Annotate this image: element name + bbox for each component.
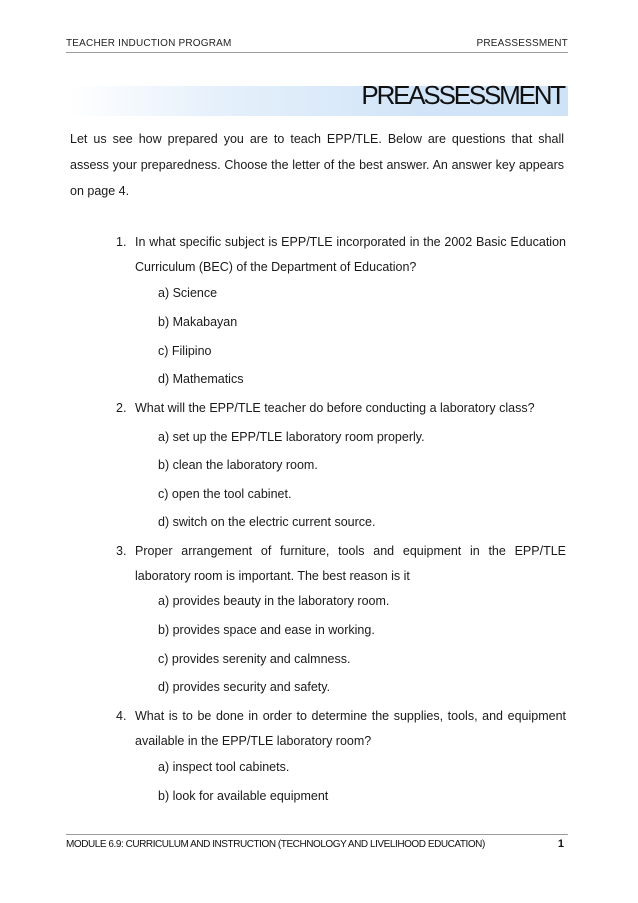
intro-paragraph: Let us see how prepared you are to teach EPP/TLE. Below are questions that shall assess your preparedness. Choose the letter of the best answer. An answer key appears on page 4. <box>70 132 564 198</box>
option-4b: b) look for available equipment <box>158 789 329 803</box>
question-text: In what specific subject is EPP/TLE incorporated in the 2002 Basic Education Curriculum (BEC) of the Department of Education? <box>135 235 566 274</box>
question-number: 1. <box>116 235 127 249</box>
question-4 <box>116 704 566 754</box>
header-section: PREASSESSMENT <box>476 38 568 49</box>
question-text: Proper arrangement of furniture, tools and equipment in the EPP/TLE laboratory room is important. The best reason is it <box>135 544 566 583</box>
option-2c: c) open the tool cabinet. <box>158 487 292 501</box>
question-number: 3. <box>116 544 127 558</box>
option-3b: b) provides space and ease in working. <box>158 623 375 637</box>
option-3d: d) provides security and safety. <box>158 680 331 694</box>
running-header <box>66 38 568 53</box>
option-2b: b) clean the laboratory room. <box>158 458 318 472</box>
option-1b: b) Makabayan <box>158 315 238 329</box>
question-text: What is to be done in order to determine the supplies, tools, and equipment available in the EPP/TLE laboratory room? <box>135 709 566 748</box>
question-text: What will the EPP/TLE teacher do before conducting a laboratory class? <box>135 401 535 415</box>
option-2d: d) switch on the electric current source. <box>158 515 376 529</box>
footer-module-title: MODULE 6.9: CURRICULUM AND INSTRUCTION (TECHNOLOGY AND LIVELIHOOD EDUCATION) <box>66 839 485 850</box>
option-2a: a) set up the EPP/TLE laboratory room properly. <box>158 430 425 444</box>
option-1d: d) Mathematics <box>158 372 244 386</box>
question-number: 2. <box>116 401 127 415</box>
page-number: 1 <box>557 838 564 850</box>
question-2 <box>116 396 566 421</box>
question-1 <box>116 230 566 280</box>
option-1c: c) Filipino <box>158 344 212 358</box>
page-footer <box>66 834 568 850</box>
header-program: TEACHER INDUCTION PROGRAM <box>66 38 232 49</box>
option-1a: a) Science <box>158 286 218 300</box>
question-number: 4. <box>116 709 127 723</box>
question-3 <box>116 539 566 589</box>
option-4a: a) inspect tool cabinets. <box>158 760 290 774</box>
option-3c: c) provides serenity and calmness. <box>158 652 351 666</box>
page-title: PREASSESSMENT <box>361 80 564 110</box>
option-3a: a) provides beauty in the laboratory room. <box>158 594 390 608</box>
